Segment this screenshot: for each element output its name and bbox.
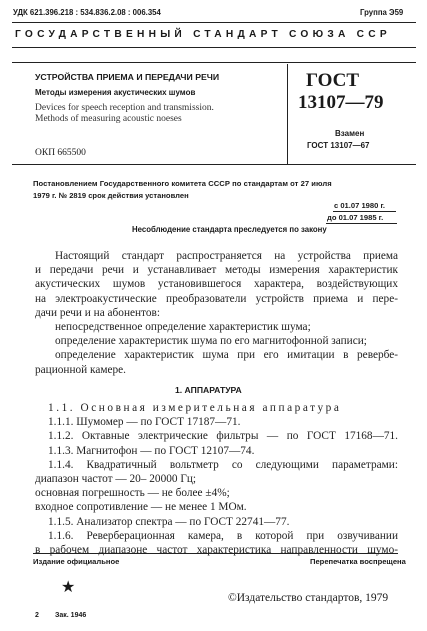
okp-code: ОКП 665500 [35, 148, 86, 158]
clause-1-1-4: 1.1.4. Квадратичный вольтметр со следующими параметрами: [48, 458, 398, 471]
clause-1-1-3: 1.1.3. Магнитофон — по ГОСТ 12107—74. [48, 444, 255, 457]
publisher-copyright: ©Издательство стандартов, 1979 [228, 592, 389, 604]
title-divider [287, 64, 288, 164]
intro-line: Настоящий стандарт распространяется на устройства приема [55, 250, 398, 262]
clause-1-1-4-item: входное сопротивление — не менее 1 МОм. [35, 501, 247, 514]
intro-line: и передачи речи и устанавливает методы измерения характеристик [35, 264, 398, 277]
replaced-standard: ГОСТ 13107—67 [307, 141, 370, 150]
clause-1-1-6: 1.1.6. Реверберационная камера, в которой при озвучивании [48, 529, 398, 542]
section-heading: 1. АППАРАТУРА [175, 385, 242, 395]
udc-code: УДК 621.396.218 : 534.836.2.08 : 006.354 [13, 8, 161, 17]
intro-line: дачи речи и на абонентов: [35, 306, 160, 319]
standard-subtitle: Методы измерения акустических шумов [35, 88, 196, 97]
reprint-prohibited-label: Перепечатка воспрещена [310, 557, 406, 566]
group-code: Группа Э59 [360, 8, 404, 17]
clause-1-1-1: 1.1.1. Шумомер — по ГОСТ 17187—71. [48, 416, 241, 429]
clause-1-1: 1.1. Основная измерительная аппаратура [48, 402, 342, 414]
legal-notice: Несоблюдение стандарта преследуется по закону [132, 225, 327, 234]
standard-title: УСТРОЙСТВА ПРИЕМА И ПЕРЕДАЧИ РЕЧИ [35, 72, 220, 82]
title-block-bottom-rule [12, 164, 416, 165]
star-icon: ★ [61, 577, 76, 596]
intro-paragraph [35, 249, 398, 377]
footer-rule [33, 553, 398, 554]
intro-list-item: рационной камере. [35, 363, 126, 376]
intro-list-item: определение характеристик шума по его магнитофонной записи; [55, 335, 367, 348]
replaced-label: Взамен [335, 129, 365, 138]
decree-line-2: 1979 г. № 2819 срок действия установлен [33, 191, 189, 200]
top-rule-1 [12, 22, 416, 23]
top-rule-3 [12, 62, 416, 63]
clause-1-1-4-item: основная погрешность — не более ±4%; [35, 487, 230, 500]
validity-from: с 01.07 1980 г. [334, 201, 385, 210]
state-standard-banner: ГОСУДАРСТВЕННЫЙ СТАНДАРТ СОЮЗА ССР [15, 29, 391, 40]
intro-list-item: определение характеристик шума при его имитации в ревербе- [55, 349, 398, 362]
clause-1-1-4-item: диапазон частот — 20– 20000 Гц; [35, 473, 197, 486]
intro-line: акустических шумов установившегося характера, воздействующих [35, 278, 398, 291]
clause-1-1-6-continued: в рабочем диапазоне частот характеристика направленности шумо- [35, 544, 398, 557]
decree-line-1: Постановлением Государственного комитета СССР по стандартам от 27 июля [33, 179, 332, 188]
top-rule-2 [12, 47, 416, 48]
gost-number: 13107—79 [298, 92, 384, 113]
validity-to: до 01.07 1985 г. [327, 213, 384, 222]
print-order-number: Зак. 1946 [55, 612, 87, 619]
page-number: 2 [35, 612, 39, 619]
section-1-body [35, 401, 398, 557]
intro-list-item: непосредственное определение характеристик шума; [55, 321, 311, 334]
validity-from-underline [333, 211, 396, 212]
clause-1-1-5: 1.1.5. Анализатор спектра — по ГОСТ 22741—77. [48, 515, 290, 528]
gost-label: ГОСТ [306, 70, 360, 91]
english-title-line-2: Methods of measuring acoustic noeses [35, 114, 182, 124]
clause-1-1-2: 1.1.2. Октавные электрические фильтры — по ГОСТ 17168—71. [48, 430, 398, 443]
official-edition-label: Издание официальное [33, 557, 120, 566]
validity-to-underline [326, 223, 397, 224]
english-title-line-1: Devices for speech reception and transmission. [35, 103, 214, 113]
intro-line: на электроакустические преобразователи устройств приема и пере- [35, 292, 398, 305]
